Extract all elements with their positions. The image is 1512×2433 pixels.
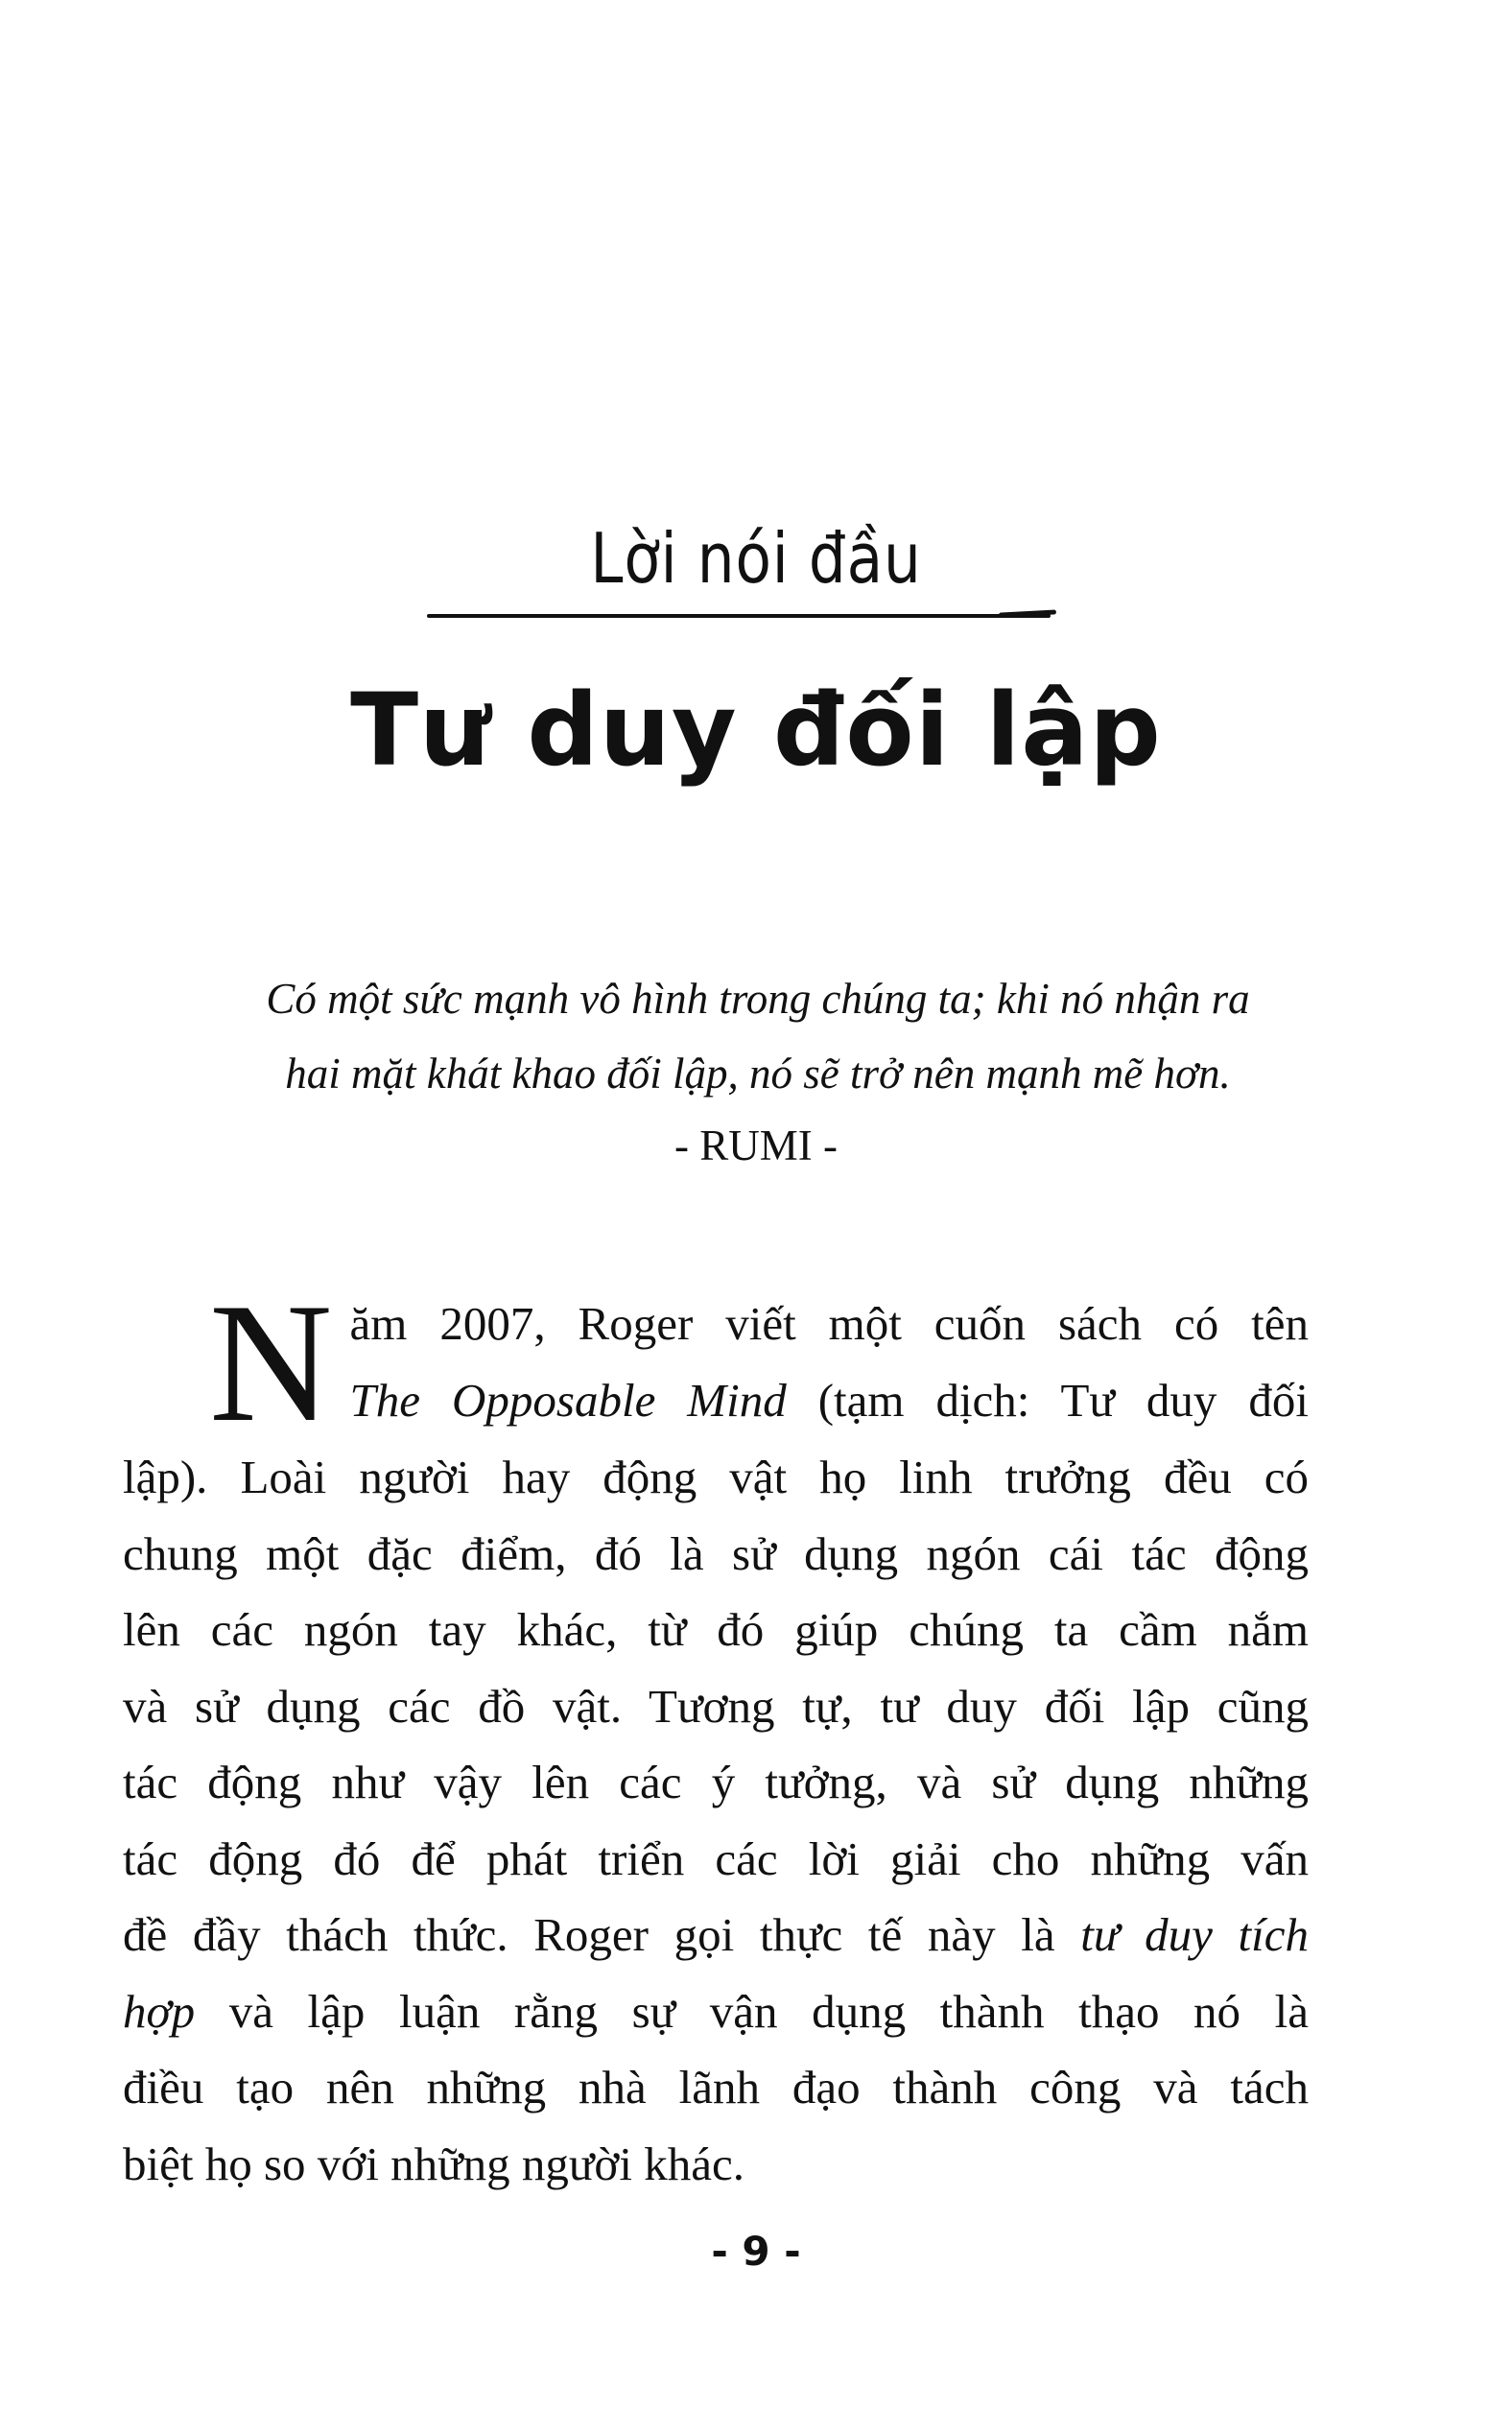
- body-line: ăm 2007, Roger viết một cuốn sách có tên: [349, 1297, 1309, 1350]
- italic-term: tư duy tích: [1080, 1908, 1309, 1961]
- epigraph-attribution: - RUMI -: [674, 1122, 838, 1169]
- body-line: chung một đặc điểm, đó là sử dụng ngón cái tác động: [123, 1526, 1309, 1580]
- epigraph-quote: [182, 961, 1334, 1111]
- chapter-title: Tư duy đối lập: [350, 672, 1162, 789]
- title-underline-rule: [427, 614, 1051, 618]
- drop-cap: N: [209, 1267, 333, 1457]
- body-line: tác động như vậy lên các ý tưởng, và sử dụng những: [123, 1756, 1309, 1808]
- epigraph-line-1: Có một sức mạnh vô hình trong chúng ta; khi nó nhận ra: [266, 975, 1250, 1023]
- body-line: biệt họ so với những người khác.: [123, 2137, 744, 2190]
- body-line: [123, 1973, 1309, 2050]
- epigraph-line-2: hai mặt khát khao đối lập, nó sẽ trở nên mạnh mẽ hơn.: [285, 1050, 1231, 1098]
- body-line: tác động đó để phát triển các lời giải cho những vấn: [123, 1831, 1309, 1885]
- body-line-text: (tạm dịch: Tư duy đối: [817, 1373, 1310, 1427]
- body-line: điều tạo nên những nhà lãnh đạo thành công và tách: [123, 2061, 1309, 2114]
- body-line: [123, 1897, 1309, 1973]
- body-paragraph: [123, 1267, 1310, 2202]
- italic-term-continued: hợp: [123, 1984, 196, 2038]
- book-title: The Opposable Mind: [349, 1373, 787, 1427]
- body-line-text: đề đầy thách thức. Roger gọi thực tế này là: [123, 1908, 1055, 1961]
- section-label: Lời nói đầu: [590, 518, 922, 599]
- body-line: lên các ngón tay khác, từ đó giúp chúng ta cầm nắm: [123, 1603, 1309, 1656]
- body-line: và sử dụng các đồ vật. Tương tự, tư duy đối lập cũng: [123, 1679, 1309, 1733]
- page-number: - 9 -: [711, 2228, 801, 2275]
- body-line: lập). Loài người hay động vật họ linh trưởng đều có: [123, 1451, 1309, 1503]
- body-line-text: và lập luận rằng sự vận dụng thành thạo nó là: [228, 1984, 1309, 2038]
